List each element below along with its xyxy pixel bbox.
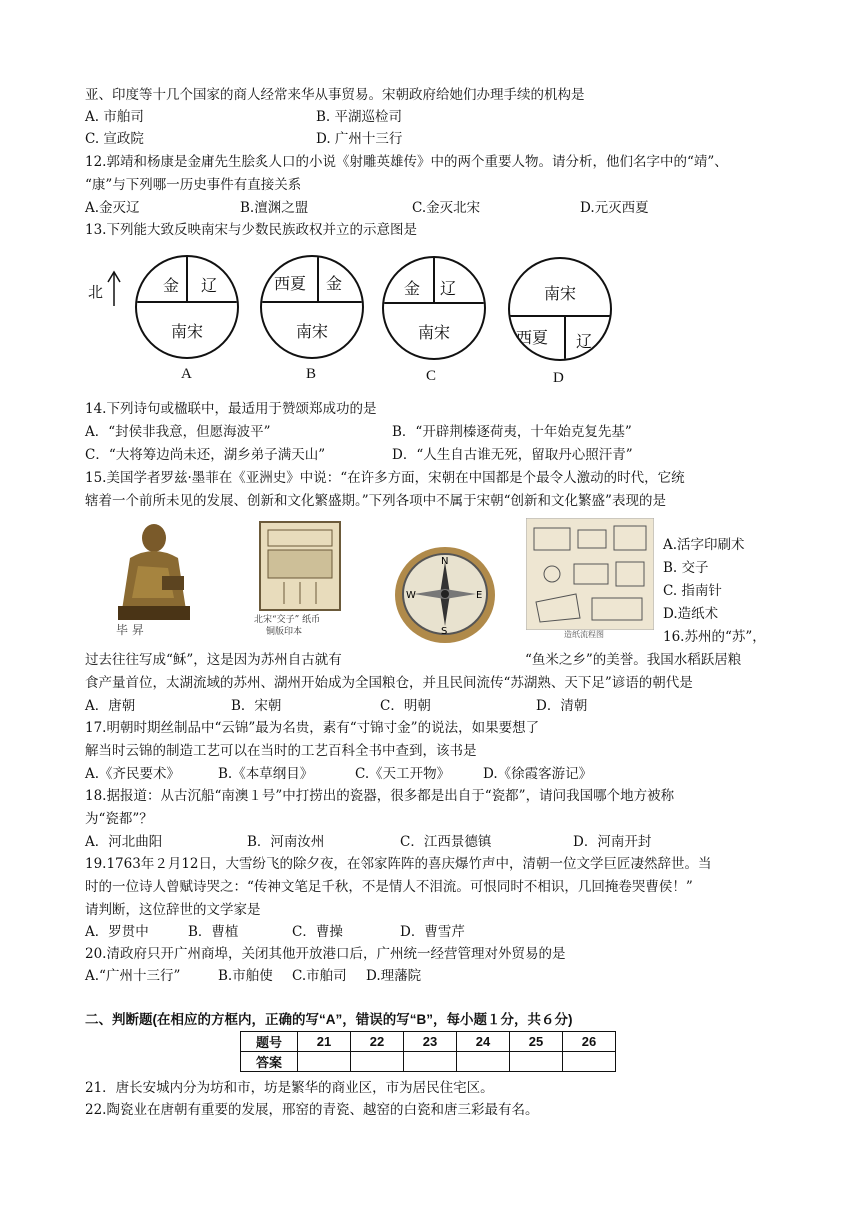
q14-option-c: C．“大将筹边尚未还，湖乡弟子满天山” [85, 447, 326, 463]
answer-table-number: 24 [457, 1032, 510, 1052]
answer-table-number: 22 [351, 1032, 404, 1052]
diagram-c-cell-right: 辽 [440, 279, 457, 298]
diagram-a-cell-bottom: 南宋 [171, 322, 204, 341]
q11-option-a: A. 市舶司 [85, 109, 144, 125]
compass-letter-w: W [406, 590, 416, 601]
answer-table-answer-row [241, 1052, 616, 1072]
q19-stem-line1: 19.1763年２月12日，大雪纷飞的除夕夜，在邻家阵阵的喜庆爆竹声中，清朝一位文学巨匠凄然辞世。当 [85, 856, 712, 872]
q19-option-c: C．曹操 [292, 924, 343, 940]
papermaking-image [526, 518, 654, 640]
diagram-b-label: B [306, 366, 317, 382]
north-label: 北 [88, 283, 104, 301]
q14-option-d: D．“人生自古谁无死，留取丹心照汗青” [392, 447, 633, 463]
q15-option-d: D.造纸术 [663, 606, 719, 622]
diagram-a [135, 255, 239, 359]
answer-cell[interactable] [457, 1052, 510, 1072]
q19-stem-line3: 请判断，这位辞世的文学家是 [85, 902, 261, 918]
diagram-d-cell-left: 西夏 [516, 328, 549, 347]
q12-option-d: D.元灭西夏 [580, 200, 649, 216]
answer-cell[interactable] [404, 1052, 457, 1072]
q15-stem-line1: 15.美国学者罗兹·墨菲在《亚洲史》中说：“在许多方面，宋朝在中国都是个最令人激动的时代，它统 [85, 470, 685, 486]
q19-stem-line2: 时的一位诗人曾赋诗哭之：“传神文笔足千秋，不是情人不泪流。可恨同时不相识，几回掩卷哭曹侯！” [85, 879, 693, 895]
q17-option-d: D.《徐霞客游记》 [483, 766, 593, 782]
diagram-b-cell-bottom: 南宋 [296, 322, 329, 341]
q16-option-a: A．唐朝 [85, 698, 136, 714]
q17-stem-line1: 17.明朝时期丝制品中“云锦”最为名贵，素有“寸锦寸金”的说法，如果要想了 [85, 720, 540, 736]
answer-cell[interactable] [563, 1052, 616, 1072]
compass-letter-s: S [441, 626, 448, 637]
q12-option-c: C.金灭北宋 [412, 200, 481, 216]
q11-option-c: C. 宣政院 [85, 131, 144, 147]
q15-option-c: C. 指南针 [663, 583, 722, 599]
bi-sheng-caption: 毕 昇 [116, 623, 144, 637]
q12-option-b: B.澶渊之盟 [240, 200, 309, 216]
bi-sheng-statue-image [108, 518, 200, 640]
diagram-a-cell-right: 辽 [201, 276, 218, 295]
diagram-a-label: A [181, 366, 192, 382]
q14-stem: 14.下列诗句或楹联中，最适用于赞颂郑成功的是 [85, 401, 377, 417]
diagram-d-cell-right: 辽 [576, 332, 593, 351]
answer-cell[interactable] [510, 1052, 563, 1072]
answer-cell[interactable] [351, 1052, 404, 1072]
q18-option-a: A．河北曲阳 [85, 834, 163, 850]
q19-option-b: B．曹植 [188, 924, 239, 940]
q17-option-b: B.《本草纲目》 [218, 766, 314, 782]
diagram-c-cell-bottom: 南宋 [418, 323, 451, 342]
answer-table-header-row [241, 1032, 616, 1052]
diagram-c-label: C [426, 368, 437, 384]
q11-option-d: D. 广州十三行 [316, 131, 403, 147]
q16-stem-line2b: “鱼米之乡”的美誉。我国水稻跃居粮 [525, 652, 742, 668]
q17-stem-line2: 解当时云锦的制造工艺可以在当时的工艺百科全书中查到，该书是 [85, 743, 477, 759]
section2-title: 二、判断题(在相应的方框内，正确的写“A”，错误的写“B”，每小题１分，共６分) [85, 1012, 573, 1027]
q16-option-c: C．明朝 [380, 698, 431, 714]
jiaozi-banknote-image [254, 520, 346, 640]
answer-table [240, 1031, 616, 1072]
q16-stem-line3: 食产量首位，太湖流域的苏州、湖州开始成为全国粮仓，并且民间流传“苏湖熟、天下足”谚语的朝代是 [85, 675, 693, 691]
diagram-b-cell-right: 金 [326, 274, 343, 293]
answer-table-number: 26 [563, 1032, 616, 1052]
q18-stem-line2: 为“瓷都”？ [85, 811, 153, 827]
diagram-d-label: D [553, 370, 564, 386]
diagram-a-cell-left: 金 [163, 276, 180, 295]
answer-table-number: 25 [510, 1032, 563, 1052]
jiaozi-caption-1: 北宋“交子” 纸币 [254, 615, 321, 625]
q18-option-b: B．河南汝州 [247, 834, 325, 850]
q13-stem: 13.下列能大致反映南宋与少数民族政权并立的示意图是 [85, 222, 417, 238]
q12-stem-line2: “康”与下列哪一历史事件有直接关系 [85, 177, 302, 193]
q22-stem: 22.陶瓷业在唐朝有重要的发展，邢窑的青瓷、越窑的白瓷和唐三彩最有名。 [85, 1102, 539, 1118]
arrow-up-icon [106, 268, 122, 308]
q15-stem-line2: 辖着一个前所未见的发展、创新和文化繁盛期。”下列各项中不属于宋朝“创新和文化繁盛”表现的是 [85, 493, 666, 509]
answer-table-number: 21 [298, 1032, 351, 1052]
diagram-b-cell-left: 西夏 [274, 274, 307, 293]
q18-option-d: D．河南开封 [573, 834, 652, 850]
q11-stem: 亚、印度等十几个国家的商人经常来华从事贸易。宋朝政府给她们办理手续的机构是 [85, 87, 585, 103]
answer-cell[interactable] [298, 1052, 351, 1072]
q20-option-a: A.“广州十三行” [85, 968, 181, 984]
q20-option-d: D.理藩院 [366, 968, 422, 984]
q20-stem: 20.清政府只开广州商埠，关闭其他开放港口后，广州统一经营管理对外贸易的是 [85, 946, 566, 962]
papermaking-caption: 造纸流程图 [564, 630, 604, 639]
diagram-c [382, 256, 486, 360]
compass-letter-n: N [441, 556, 449, 567]
q16-stem-line1: 16.苏州的“苏”， [663, 629, 766, 645]
answer-table-number-head: 题号 [241, 1032, 298, 1052]
q18-stem-line1: 18.据报道：从古沉船“南澳１号”中打捞出的瓷器，很多都是出自于“瓷都”，请问我国哪个地方被称 [85, 788, 675, 804]
q19-option-a: A．罗贯中 [85, 924, 149, 940]
q20-option-b: B.市舶使 [218, 968, 273, 984]
q12-stem-line1: 12.郭靖和杨康是金庸先生脍炙人口的小说《射雕英雄传》中的两个重要人物。请分析，他们名字中的“靖”、 [85, 154, 728, 170]
q17-option-c: C.《天工开物》 [355, 766, 451, 782]
q14-option-a: A．“封侯非我意，但愿海波平” [85, 424, 271, 440]
q19-option-d: D．曹雪芹 [400, 924, 465, 940]
q16-option-b: B．宋朝 [231, 698, 282, 714]
q14-option-b: B．“开辟荆榛逐荷夷，十年始克复先基” [392, 424, 632, 440]
q18-option-c: C．江西景德镇 [400, 834, 492, 850]
q20-option-c: C.市舶司 [292, 968, 347, 984]
q15-option-a: A.活字印刷术 [663, 537, 745, 553]
q21-stem: 21．唐长安城内分为坊和市，坊是繁华的商业区，市为居民住宅区。 [85, 1080, 494, 1096]
diagram-c-cell-left: 金 [404, 279, 421, 298]
diagram-d [508, 257, 612, 361]
q17-option-a: A.《齐民要术》 [85, 766, 181, 782]
diagram-b [260, 255, 364, 359]
q12-option-a: A.金灭辽 [85, 200, 140, 216]
q16-option-d: D．清朝 [536, 698, 588, 714]
answer-table-number: 23 [404, 1032, 457, 1052]
compass-letter-e: E [476, 590, 483, 601]
q11-option-b: B. 平湖巡检司 [316, 109, 403, 125]
answer-table-answer-head: 答案 [241, 1052, 298, 1072]
diagram-d-cell-top: 南宋 [544, 284, 577, 303]
q15-option-b: B. 交子 [663, 560, 709, 576]
compass-image [392, 544, 498, 646]
q16-stem-line2a: 过去往往写成“稣”，这是因为苏州自古就有 [85, 652, 342, 668]
jiaozi-caption-2: 铜版印本 [266, 627, 303, 637]
